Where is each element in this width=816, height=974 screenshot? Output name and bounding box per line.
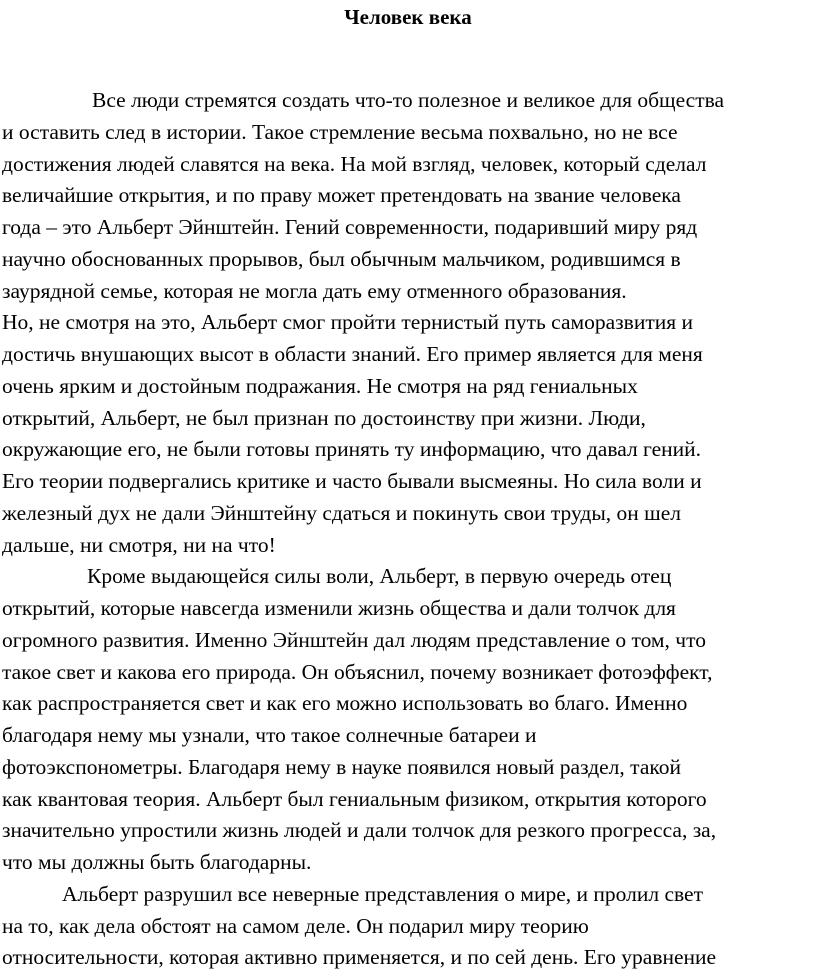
text-line: Его теории подвергались критике и часто бывали высмеяны. Но сила воли и xyxy=(2,469,702,493)
text-line: что мы должны быть благодарны. xyxy=(2,850,312,874)
text-line: Кроме выдающейся силы воли, Альберт, в первую очередь отец xyxy=(87,564,672,589)
text-line: Все люди стремятся создать что-то полезное и великое для общества xyxy=(92,88,725,112)
text-line: научно обоснованных прорывов, был обычным мальчиком, родившимся в xyxy=(2,246,681,271)
text-line: и оставить след в истории. Такое стремление весьма похвально, но не все xyxy=(2,119,678,144)
text-line: величайшие открытия, и по праву может претендовать на звание человека xyxy=(2,183,681,208)
text-line: благодаря нему мы узнали, что такое солнечные батареи и xyxy=(2,723,537,747)
text-line: фотоэкспонометры. Благодаря нему в науке появился новый раздел, такой xyxy=(2,754,681,779)
text-line: открытий, Альберт, не был признан по достоинству при жизни. Люди, xyxy=(2,405,646,430)
text-line: как распространяется свет и как его можно использовать во благо. Именно xyxy=(2,691,688,716)
text-line: Альберт разрушил все неверные представления о мире, и пролил свет xyxy=(62,881,703,906)
document-title: Человек века xyxy=(344,5,472,29)
text-line: достичь внушающих высот в области знаний. Его пример является для меня xyxy=(2,342,703,366)
text-line: как квантовая теория. Альберт был гениальным физиком, открытия которого xyxy=(2,786,707,811)
text-line: железный дух не дали Эйнштейну сдаться и покинуть свои труды, он шел xyxy=(2,500,682,525)
text-line: значительно упростили жизнь людей и дали толчок для резкого прогресса, за, xyxy=(2,818,717,843)
text-line: очень ярким и достойным подражания. Не смотря на ряд гениальных xyxy=(2,373,638,398)
text-line: достижения людей славятся на века. На мой взгляд, человек, который сделал xyxy=(2,151,707,176)
text-line: года – это Альберт Эйнштейн. Гений современности, подаривший миру ряд xyxy=(2,215,698,239)
text-line: окружающие его, не были готовы принять ту информацию, что давал гений. xyxy=(2,437,702,462)
text-line: дальше, ни смотря, ни на что! xyxy=(2,532,276,557)
text-line: относительности, которая активно применяется, и по сей день. Его уравнение xyxy=(2,945,717,970)
text-line: такое свет и какова его природа. Он объяснил, почему возникает фотоэффект, xyxy=(2,659,713,684)
document-body xyxy=(2,85,816,974)
text-line: открытий, которые навсегда изменили жизнь общества и дали толчок для xyxy=(2,596,676,620)
text-line: заурядной семье, которая не могла дать ему отменного образования. xyxy=(2,278,627,303)
text-line: огромного развития. Именно Эйнштейн дал людям представление о том, что xyxy=(2,627,706,652)
text-line: Но, не смотря на это, Альберт смог пройти тернистый путь саморазвития и xyxy=(2,310,693,335)
text-line: на то, как дела обстоят на самом деле. Он подарил миру теорию xyxy=(2,913,589,938)
